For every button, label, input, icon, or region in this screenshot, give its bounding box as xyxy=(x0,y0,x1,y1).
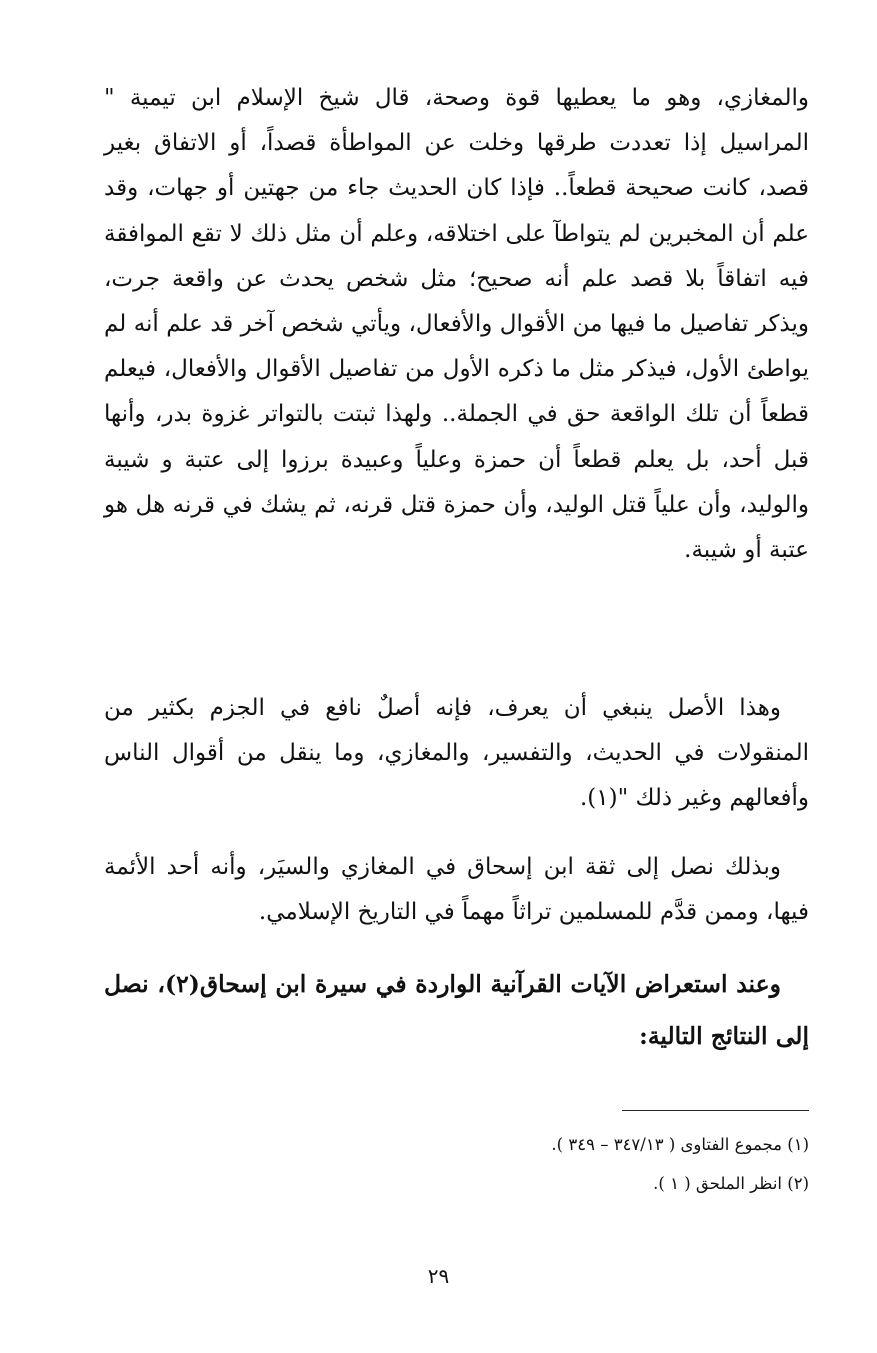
footnote-2: (٢) انظر الملحق ( ١ ). xyxy=(653,1174,809,1193)
page-number: ٢٩ xyxy=(427,1264,450,1288)
body-paragraph-1: والمغازي، وهو ما يعطيها قوة وصحة، قال شيخ الإسلام ابن تيمية " المراسيل إذا تعددت طرقها وخلت عن المواطأة قصداً، أو الاتفاق بغير قصد، كانت صحيحة قطعاً.. فإذا كان الحديث جاء من جهتين أو جهات، وقد علم أن المخبرين لم يتواطآ على اختلاقه، وعلم أن مثل ذلك لا تقع الموافقة فيه اتفاقاً بلا قصد علم أنه صحيح؛ مثل شخص يحدث عن واقعة جرت، ويذكر تفاصيل ما فيها من الأقوال والأفعال، ويأتي شخص آخر قد علم أنه لم يواطئ الأول، فيذكر مثل ما ذكره الأول من تفاصيل الأقوال والأفعال، فيعلم قطعاً أن تلك الواقعة حق في الجملة.. ولهذا ثبتت بالتواتر غزوة بدر، وأنها قبل أحد، بل يعلم قطعاً أن حمزة وعلياً وعبيدة برزوا إلى عتبة و شيبة والوليد، وأن علياً قتل الوليد، وأن حمزة قتل قرنه، ثم يشك في قرنه هل هو عتبة أو شيبة. xyxy=(104,85,809,564)
body-paragraph-3: وبذلك نصل إلى ثقة ابن إسحاق في المغازي والسيَر، وأنه أحد الأئمة فيها، وممن قدَّم للمسلمين تراثاً مهماً في التاريخ الإسلامي. xyxy=(104,854,809,926)
footnotes xyxy=(104,1125,809,1203)
body-paragraph-bold-heading: وعند استعراض الآيات القرآنية الواردة في سيرة ابن إسحاق(٢)، نصل إلى النتائج التالية: xyxy=(104,970,809,1050)
footnote-separator-line xyxy=(622,1110,809,1111)
body-paragraph-2: وهذا الأصل ينبغي أن يعرف، فإنه أصلٌ نافع في الجزم بكثير من المنقولات في الحديث، والتفسير، والمغازي، وما ينقل من أقوال الناس وأفعالهم وغير ذلك "(١). xyxy=(104,695,809,812)
footnote-1: (١) مجموع الفتاوى ( ٣٤٧/١٣ – ٣٤٩ ). xyxy=(551,1135,809,1154)
